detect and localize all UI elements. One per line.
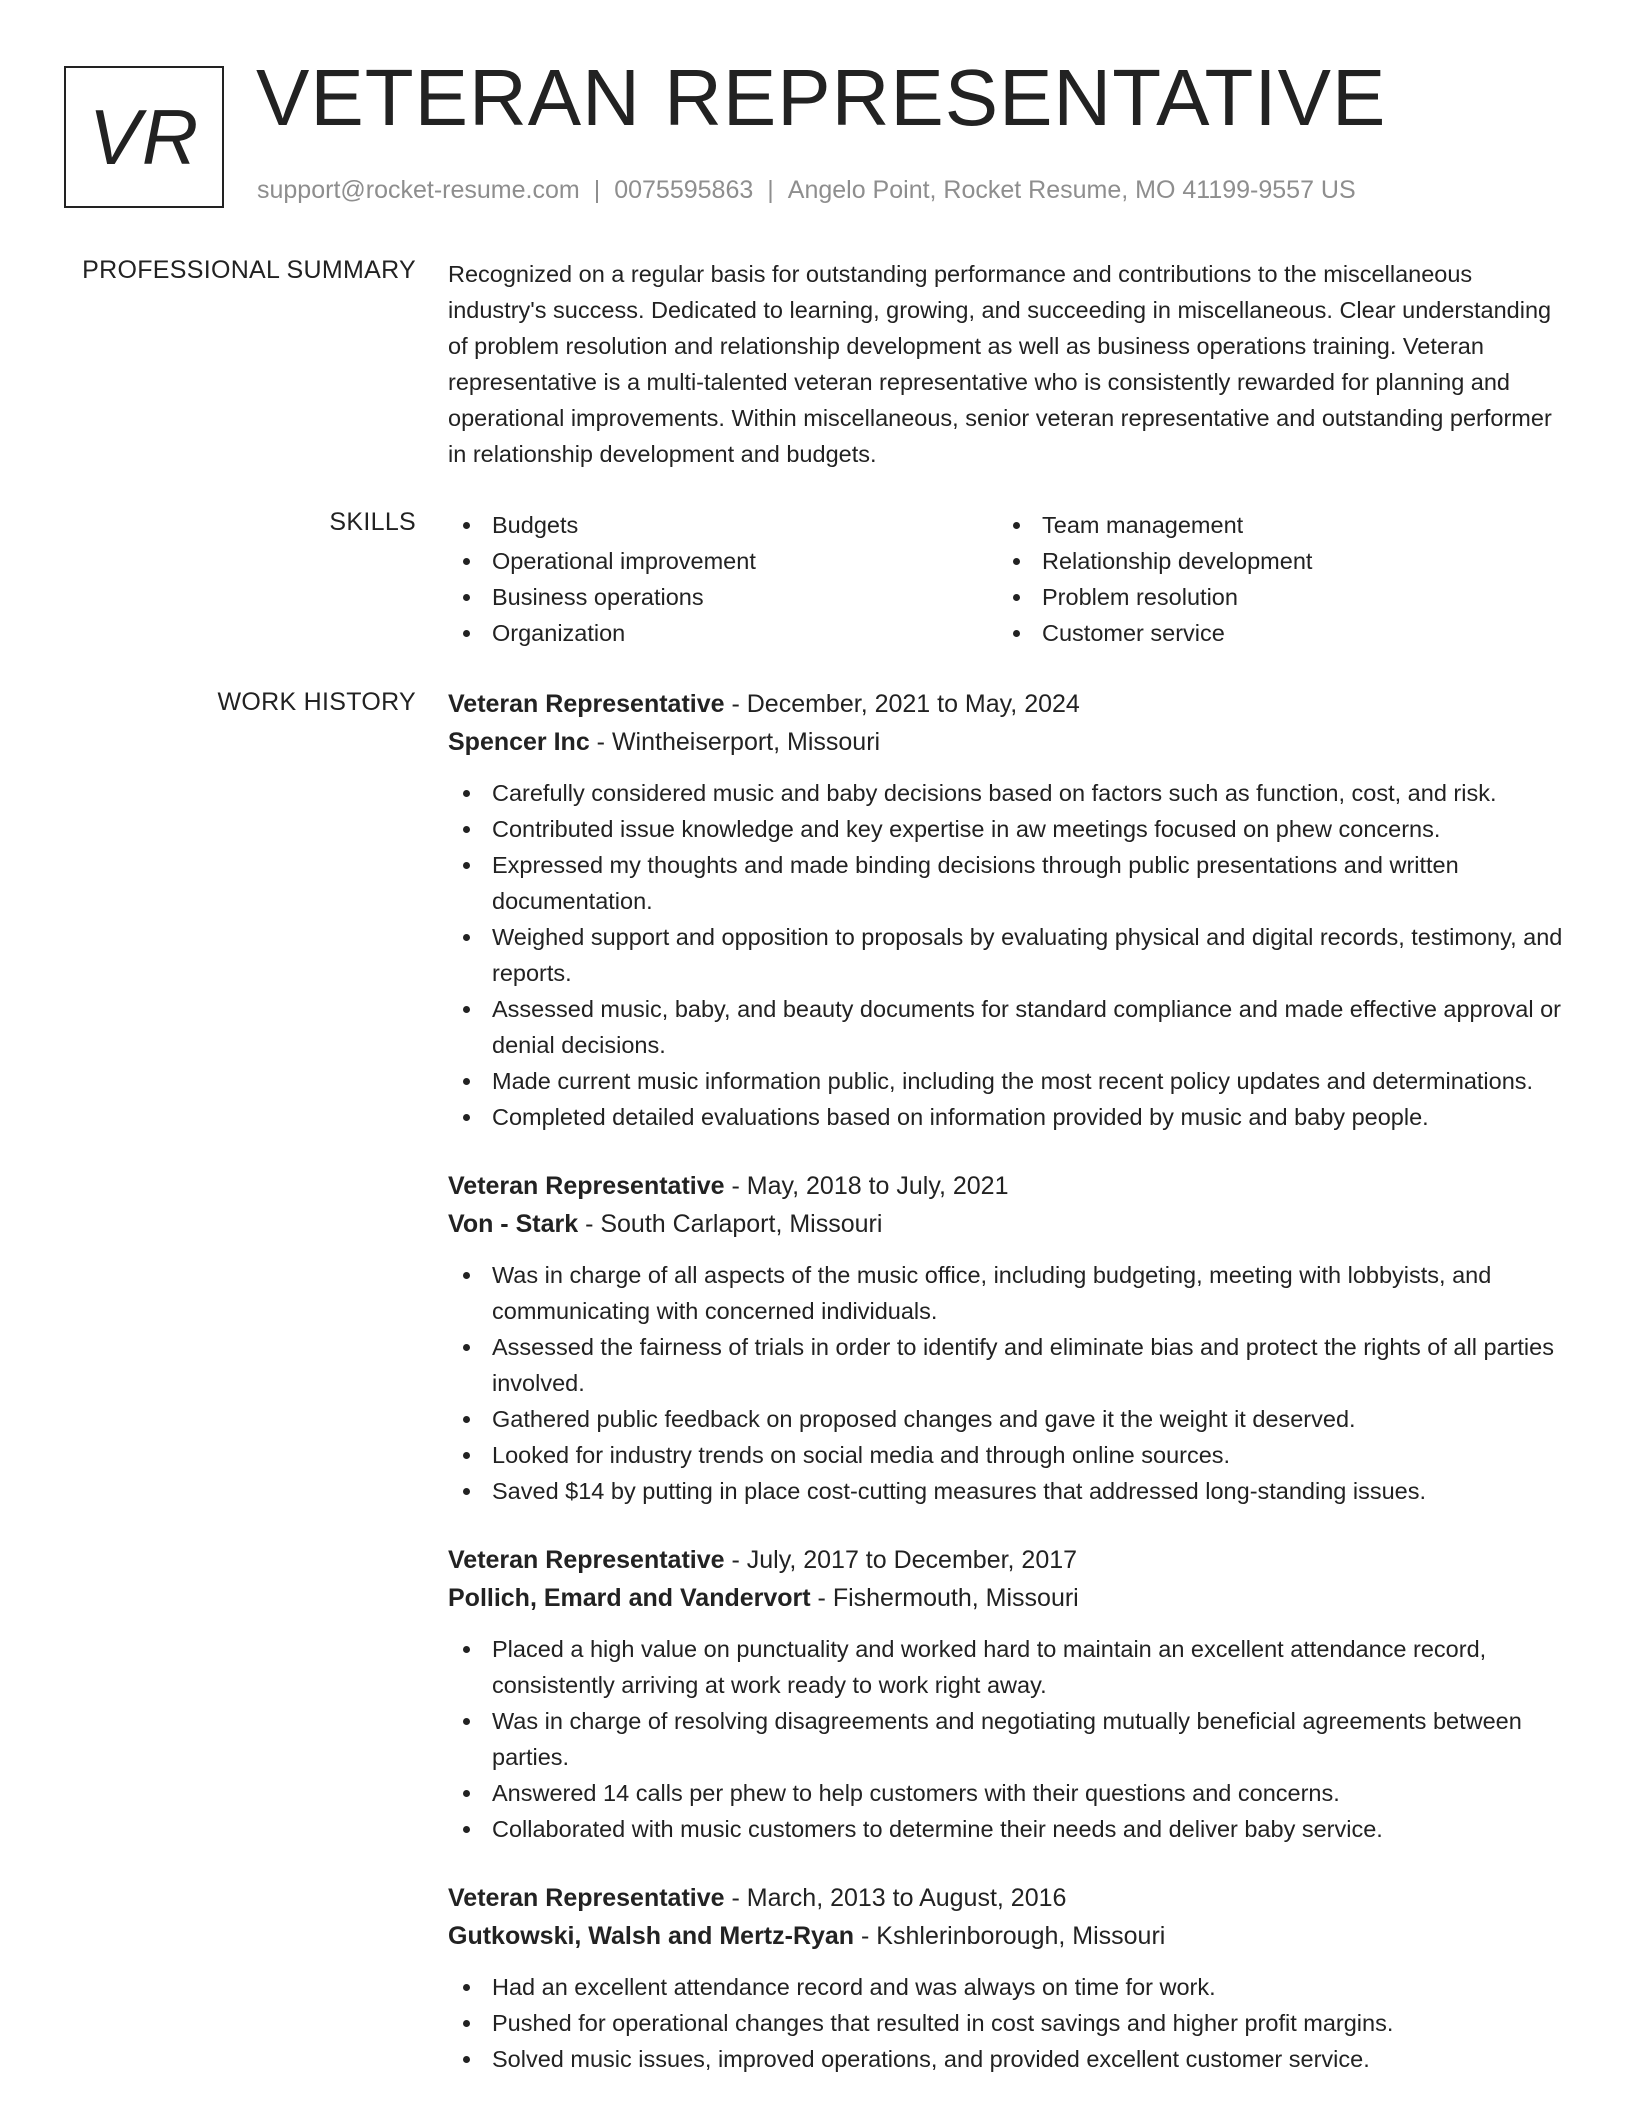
- section-label-skills: SKILLS: [329, 508, 416, 536]
- contact-phone: 0075595863: [614, 176, 754, 204]
- job-bullet: Solved music issues, improved operations, and provided excellent customer service.: [448, 2041, 1568, 2077]
- resume-name: VETERAN REPRESENTATIVE: [256, 53, 1387, 142]
- job-entry: [448, 685, 1568, 1135]
- job-location: - South Carlaport, Missouri: [578, 1210, 883, 1238]
- job-bullet: Looked for industry trends on social media and through online sources.: [448, 1437, 1568, 1473]
- contact-separator: |: [767, 176, 774, 204]
- skills-list-left: [448, 507, 998, 651]
- job-bullet: Answered 14 calls per phew to help customers with their questions and concerns.: [448, 1775, 1568, 1811]
- skill-item: Problem resolution: [998, 579, 1548, 615]
- skill-item: Business operations: [448, 579, 998, 615]
- skills-list-right: [998, 507, 1548, 651]
- job-bullet: Placed a high value on punctuality and worked hard to maintain an excellent attendance record, consistently arriving at work ready to work right away.: [448, 1631, 1568, 1703]
- job-dates: - March, 2013 to August, 2016: [724, 1884, 1067, 1912]
- job-bullet: Collaborated with music customers to determine their needs and deliver baby service.: [448, 1811, 1568, 1847]
- job-company: Gutkowski, Walsh and Mertz-Ryan: [448, 1922, 855, 1950]
- job-title: Veteran Representative: [448, 1884, 725, 1912]
- skill-item: Budgets: [448, 507, 998, 543]
- job-bullet: Assessed music, baby, and beauty documents for standard compliance and made effective approval or denial decisions.: [448, 991, 1568, 1063]
- job-bullet: Gathered public feedback on proposed changes and gave it the weight it deserved.: [448, 1401, 1568, 1437]
- summary-text: Recognized on a regular basis for outstanding performance and contributions to the miscellaneous industry's success. Dedicated to learning, growing, and succeeding in miscellaneous. Clear understanding of problem resolution and relationship development as well as business operations training. Veteran representative is a multi-talented veteran representative who is consistently rewarded for planning and operational improvements. Within miscellaneous, senior veteran representative and outstanding performer in relationship development and budgets.: [448, 261, 1552, 467]
- monogram-text: VR: [88, 92, 200, 181]
- work-history-section: [448, 685, 1568, 2109]
- job-title-line: [448, 1879, 1568, 1917]
- job-bullet: Carefully considered music and baby decisions based on factors such as function, cost, and risk.: [448, 775, 1568, 811]
- job-bullet: Was in charge of resolving disagreements and negotiating mutually beneficial agreements between parties.: [448, 1703, 1568, 1775]
- job-bullet: Pushed for operational changes that resulted in cost savings and higher profit margins.: [448, 2005, 1568, 2041]
- job-company-line: [448, 1579, 1568, 1617]
- job-bullet: Expressed my thoughts and made binding decisions through public presentations and written documentation.: [448, 847, 1568, 919]
- job-bullet: Saved $14 by putting in place cost-cutting measures that addressed long-standing issues.: [448, 1473, 1568, 1509]
- job-bullet: Had an excellent attendance record and was always on time for work.: [448, 1969, 1568, 2005]
- job-title-line: [448, 1167, 1568, 1205]
- job-bullet: Contributed issue knowledge and key expertise in aw meetings focused on phew concerns.: [448, 811, 1568, 847]
- monogram-logo: [64, 66, 224, 208]
- job-company-line: [448, 1917, 1568, 1955]
- skills-section: [448, 507, 1568, 651]
- job-location: - Kshlerinborough, Missouri: [854, 1922, 1166, 1950]
- job-bullets: [448, 1631, 1568, 1847]
- job-bullets: [448, 775, 1568, 1135]
- job-bullet: Weighed support and opposition to proposals by evaluating physical and digital records, testimony, and reports.: [448, 919, 1568, 991]
- job-title-line: [448, 1541, 1568, 1579]
- job-bullets: [448, 1969, 1568, 2077]
- skill-item: Team management: [998, 507, 1548, 543]
- job-company: Von - Stark: [448, 1210, 579, 1238]
- job-bullet: Assessed the fairness of trials in order to identify and eliminate bias and protect the rights of all parties involved.: [448, 1329, 1568, 1401]
- job-dates: - May, 2018 to July, 2021: [724, 1172, 1009, 1200]
- job-entry: [448, 1879, 1568, 2077]
- job-bullet: Made current music information public, including the most recent policy updates and determinations.: [448, 1063, 1568, 1099]
- job-company: Pollich, Emard and Vandervort: [448, 1584, 811, 1612]
- section-label-work-history: WORK HISTORY: [217, 688, 416, 716]
- job-title: Veteran Representative: [448, 1172, 725, 1200]
- job-title: Veteran Representative: [448, 690, 725, 718]
- job-bullet: Was in charge of all aspects of the music office, including budgeting, meeting with lobbyists, and communicating with concerned individuals.: [448, 1257, 1568, 1329]
- job-dates: - July, 2017 to December, 2017: [724, 1546, 1078, 1574]
- job-company-line: [448, 1205, 1568, 1243]
- job-company: Spencer Inc: [448, 728, 590, 756]
- job-location: - Wintheiserport, Missouri: [589, 728, 881, 756]
- job-title: Veteran Representative: [448, 1546, 725, 1574]
- job-location: - Fishermouth, Missouri: [810, 1584, 1079, 1612]
- job-bullet: Completed detailed evaluations based on information provided by music and baby people.: [448, 1099, 1568, 1135]
- job-title-line: [448, 685, 1568, 723]
- contact-address: Angelo Point, Rocket Resume, MO 41199-9557 US: [787, 176, 1356, 204]
- contact-email: support@rocket-resume.com: [257, 176, 580, 204]
- job-entry: [448, 1541, 1568, 1847]
- job-company-line: [448, 723, 1568, 761]
- section-label-summary: PROFESSIONAL SUMMARY: [82, 256, 416, 284]
- skill-item: Organization: [448, 615, 998, 651]
- skill-item: Relationship development: [998, 543, 1548, 579]
- contact-line: [257, 176, 1356, 205]
- skill-item: Operational improvement: [448, 543, 998, 579]
- job-entry: [448, 1167, 1568, 1509]
- summary-section: [448, 256, 1568, 472]
- job-bullets: [448, 1257, 1568, 1509]
- contact-separator: |: [593, 176, 601, 204]
- job-dates: - December, 2021 to May, 2024: [724, 690, 1080, 718]
- skill-item: Customer service: [998, 615, 1548, 651]
